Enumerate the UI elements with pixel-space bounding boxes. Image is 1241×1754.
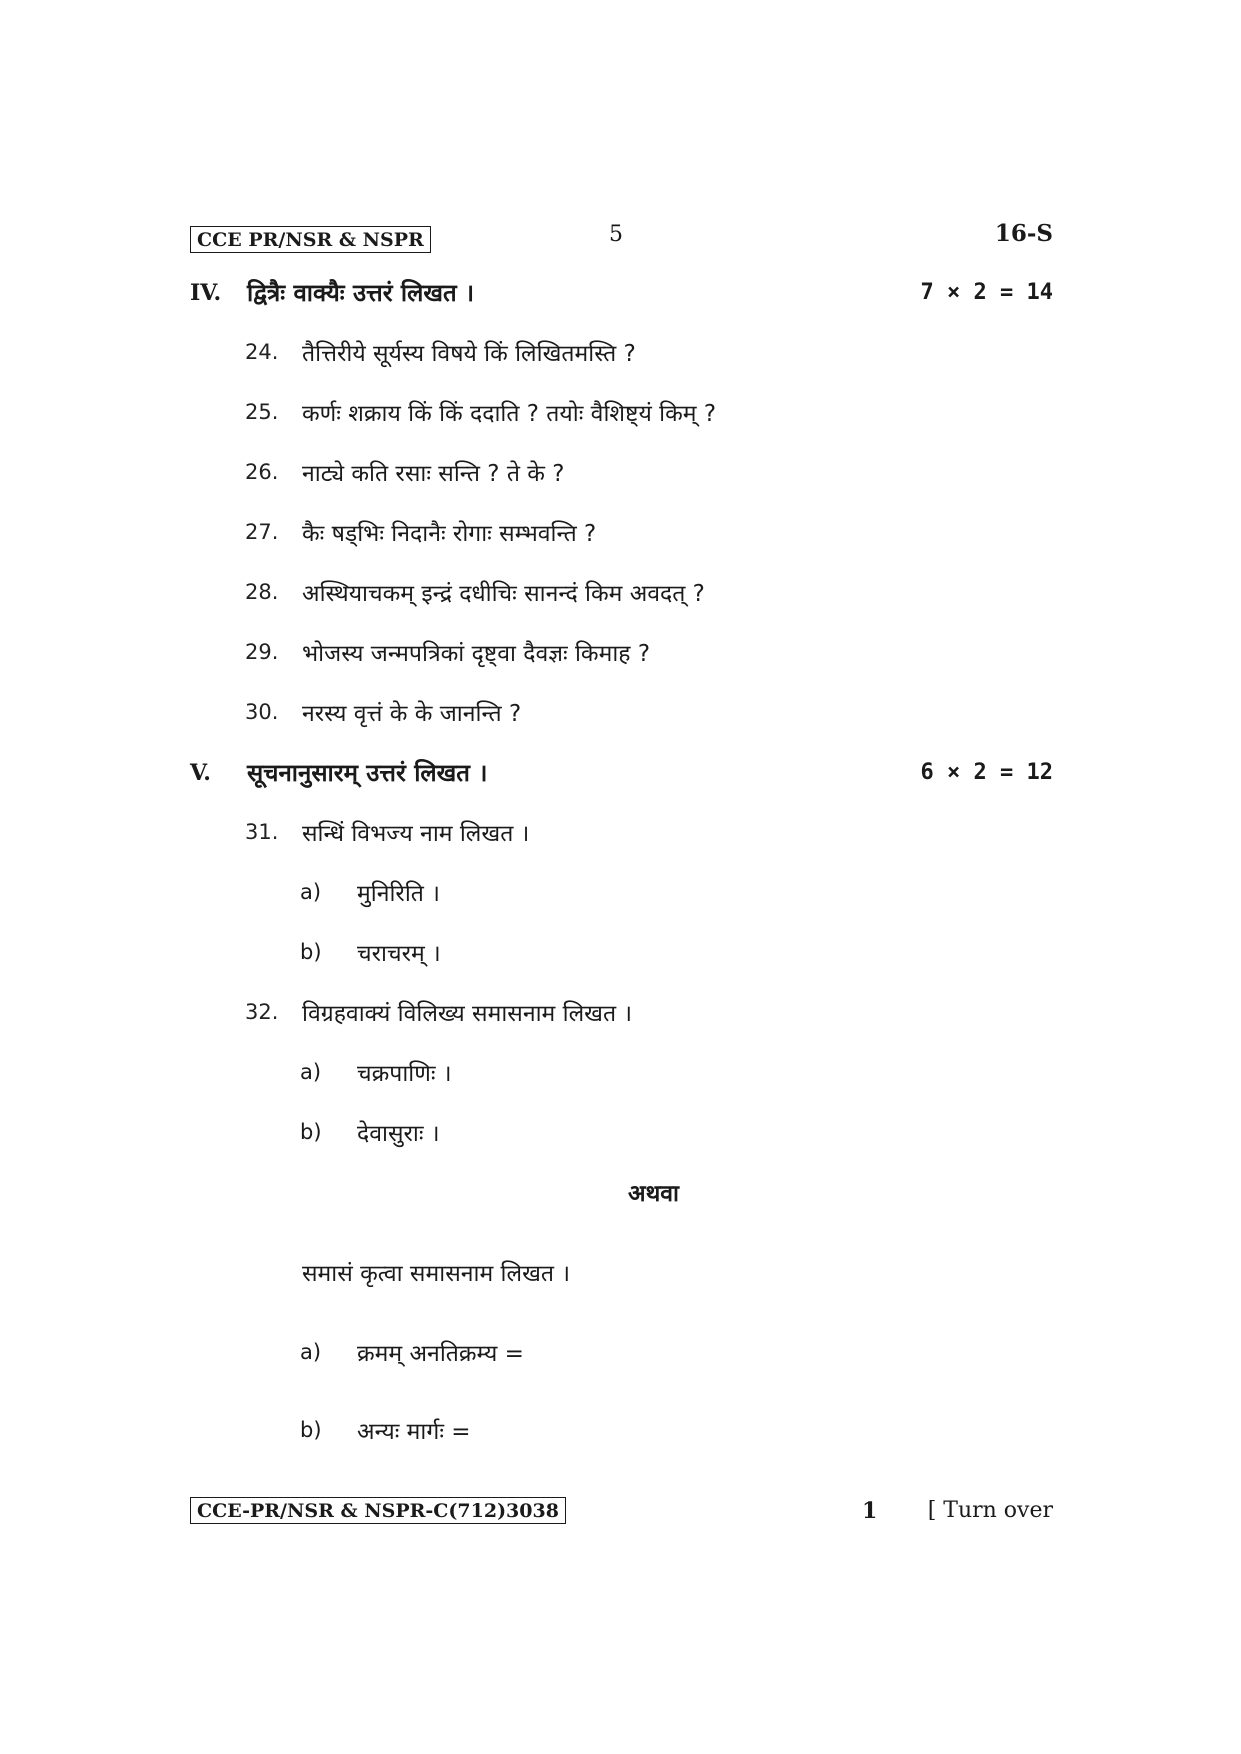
question-number: 30. [245,700,279,724]
paper-code: 16-S [994,220,1053,247]
question-text: नरस्य वृत्तं के के जानन्ति ? [302,701,522,727]
question-number: 26. [245,460,279,484]
option-text: मुनिरिति । [357,881,440,907]
turn-over-label: [ Turn over [927,1498,1053,1523]
question-text: सन्धिं विभज्य नाम लिखत । [302,821,530,847]
alt-instruction: समासं कृत्वा समासनाम लिखत । [302,1261,571,1287]
question-text: कैः षड्भिः निदानैः रोगाः सम्भवन्ति ? [302,521,597,547]
question-number: 24. [245,340,279,364]
footer-code-box: CCE-PR/NSR & NSPR-C(712)3038 [190,1497,566,1524]
option-label: b) [300,940,322,964]
question-number: 31. [245,820,279,844]
header-code-box: CCE PR/NSR & NSPR [190,226,431,253]
question-number: 25. [245,400,279,424]
option-text: क्रमम् अनतिक्रम्य = [357,1341,524,1367]
question-number: 28. [245,580,279,604]
question-number: 32. [245,1000,279,1024]
option-label: a) [300,880,322,904]
section-iv-number: IV. [190,280,222,306]
section-v-number: V. [190,760,211,786]
section-iv-marks: 7 × 2 = 14 [920,280,1053,305]
option-label: b) [300,1120,322,1144]
option-label: b) [300,1418,322,1442]
section-v-title: सूचनानुसारम् उत्तरं लिखत । [247,759,488,787]
question-text: तैत्तिरीये सूर्यस्य विषये किं लिखितमस्ति ? [302,341,636,367]
section-iv-title: द्वित्रैः वाक्यैः उत्तरं लिखत । [247,279,475,307]
option-label: a) [300,1340,322,1364]
sheet-number: 1 [862,1498,878,1524]
option-label: a) [300,1060,322,1084]
question-text: कर्णः शक्राय किं किं ददाति ? तयोः वैशिष्ट्यं किम् ? [302,401,717,427]
question-number: 29. [245,640,279,664]
option-text: चराचरम् । [357,941,441,967]
option-text: देवासुराः । [357,1121,440,1147]
question-text: विग्रहवाक्यं विलिख्य समासनाम लिखत । [302,1001,633,1027]
athava-heading: अथवा [628,1181,680,1207]
question-text: अस्थियाचकम् इन्द्रं दधीचिः सानन्दं किम अवदत् ? [302,581,705,607]
question-number: 27. [245,520,279,544]
question-text: भोजस्य जन्मपत्रिकां दृष्ट्वा दैवज्ञः किमाह ? [302,641,651,667]
page-number: 5 [609,222,623,247]
option-text: चक्रपाणिः । [357,1061,452,1087]
question-text: नाट्ये कति रसाः सन्ति ? ते के ? [302,461,565,487]
option-text: अन्यः मार्गः = [357,1419,471,1445]
section-v-marks: 6 × 2 = 12 [920,760,1053,785]
